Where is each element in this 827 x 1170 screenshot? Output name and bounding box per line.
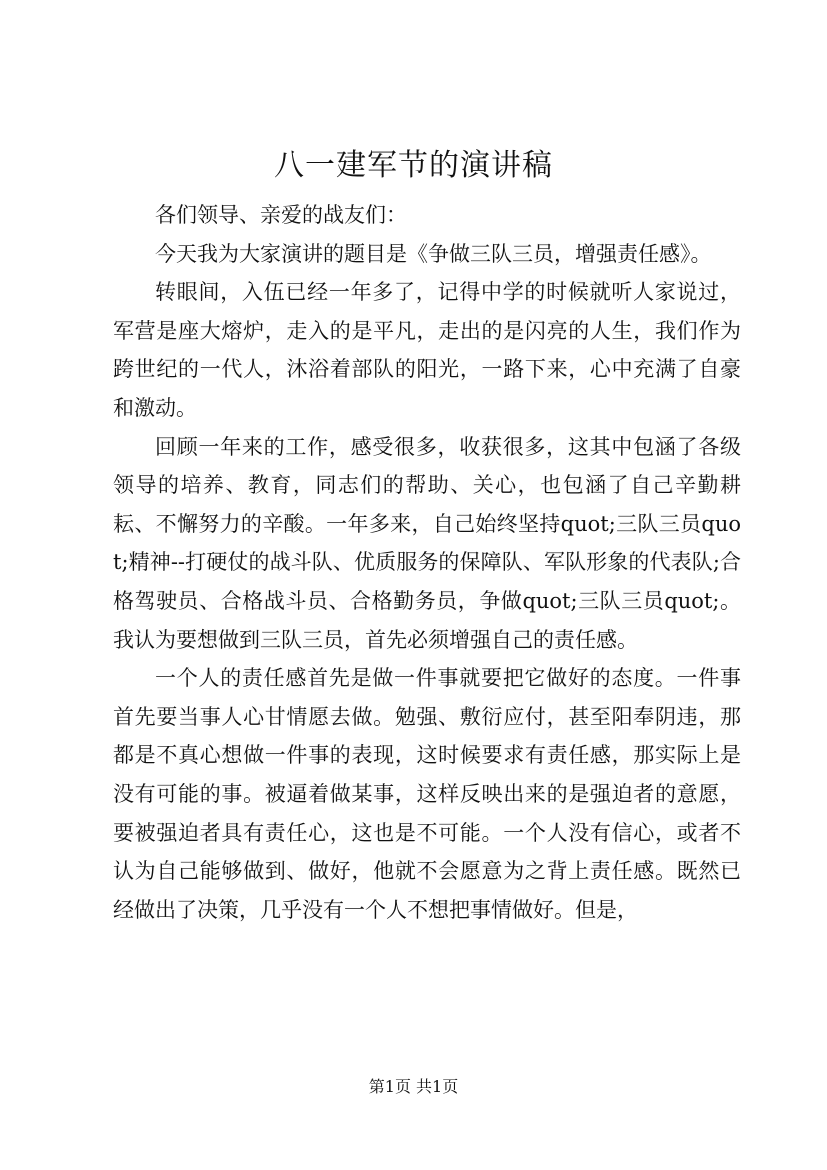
paragraph-review: 回顾一年来的工作，感受很多，收获很多，这其中包涵了各级领导的培养、教育，同志们的帮助、关心，也包涵了自己辛勤耕耘、不懈努力的辛酸。一年多来，自己始终坚持quot;三队三员quot;精神--打硬仗的战斗队、优质服务的保障队、军队形象的代表队;合格驾驶员、合格战斗员、合格勤务员，争做quot;三队三员quot;。我认为要想做到三队三员，首先必须增强自己的责任感。 [113,434,741,652]
page-footer: 第1页 共1页 [368,1077,459,1096]
document-title: 八一建军节的演讲稿 [274,148,553,183]
document-body [113,196,741,929]
paragraph-responsibility: 一个人的责任感首先是做一件事就要把它做好的态度。一件事首先要当事人心甘情愿去做。勉强、敷衍应付，甚至阳奉阴违，那都是不真心想做一件事的表现，这时候要求有责任感，那实际上是没有可能的事。被逼着做某事，这样反映出来的是强迫者的意愿，要被强迫者具有责任心，这也是不可能。一个人没有信心，或者不认为自己能够做到、做好，他就不会愿意为之背上责任感。既然已经做出了决策，几乎没有一个人不想把事情做好。但是， [113,666,741,922]
paragraph-topic: 今天我为大家演讲的题目是《争做三队三员，增强责任感》。 [155,241,712,266]
paragraph-greeting: 各们领导、亲爱的战友们： [155,203,407,227]
paragraph-enlistment: 转眼间，入伍已经一年多了，记得中学的时候就听人家说过，军营是座大熔炉，走入的是平凡，走出的是闪亮的人生，我们作为跨世纪的一代人，沐浴着部队的阳光，一路下来，心中充满了自豪和激动。 [113,280,741,420]
